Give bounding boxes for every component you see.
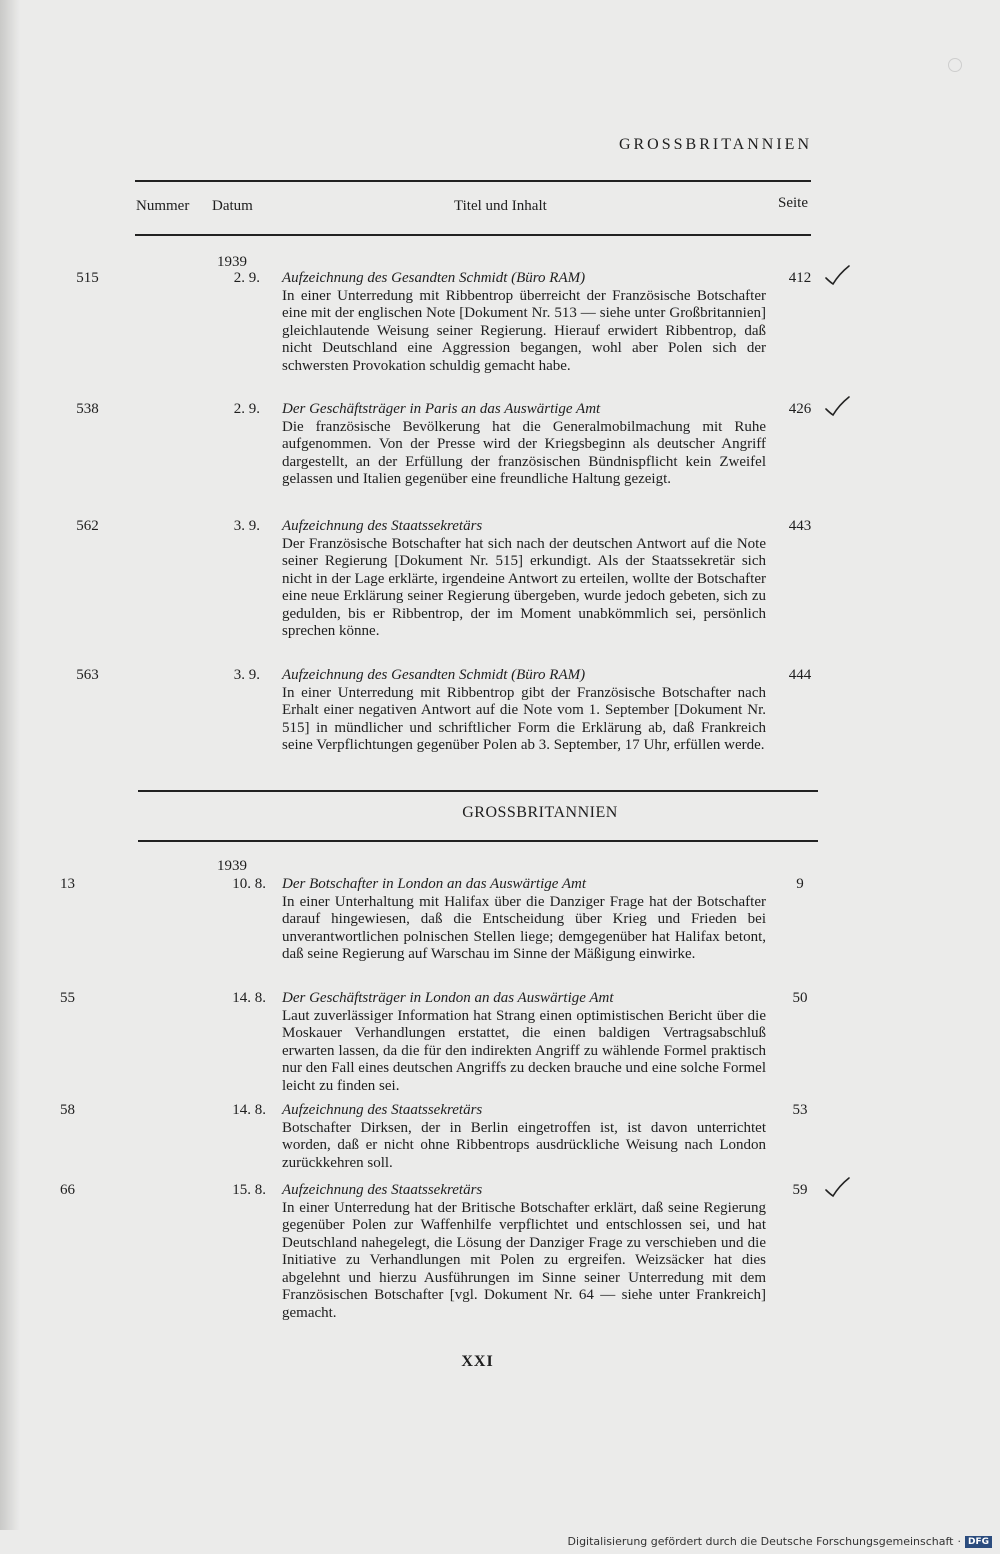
entry-summary: In einer Unterhaltung mit Halifax über die Danziger Frage hat der Botschafter darauf hingewiesen, daß die Entscheidung über Krieg und Frieden bei unverantwortlichen polnischen Stellen liege; demgegenüber hat Halifax betont, daß seine Regierung auf Warschau im Sinne der Mäßigung einwirke. (282, 893, 766, 962)
entry-number: 515 (76, 270, 99, 286)
entry-title: Aufzeichnung des Gesandten Schmidt (Büro RAM) (282, 667, 586, 683)
dfg-logo-icon: DFG (965, 1536, 992, 1548)
entry-title: Der Geschäftsträger in London an das Auswärtige Amt (282, 990, 614, 1006)
entry-title: Der Geschäftsträger in Paris an das Auswärtige Amt (282, 401, 601, 417)
page-speck (948, 58, 962, 72)
entry-summary: In einer Unterredung hat der Britische Botschafter erklärt, daß seine Regierung gegenüber Polen zur Waffenhilfe verpflichtet und entschlossen sei, und hat Deutschland nahegelegt, die Lösung der Danziger Frage zu verschieben und die Initiative zu Verhandlungen mit Polen zu ergreifen. Weizsäcker hat dies abgelehnt und hierzu Ausführungen im Sinne seiner Unterredung mit dem Französischen Botschafter [vgl. Dokument Nr. 64 — siehe unter Frankreich] gemacht. (282, 1199, 766, 1321)
entry-page: 426 (788, 401, 812, 417)
entry-body (282, 876, 766, 964)
entry-number: 13 (60, 876, 75, 892)
entry-page: 50 (792, 990, 808, 1006)
entry-number: 55 (60, 990, 75, 1006)
header-rule-bottom (135, 234, 811, 236)
entry-date: 3. 9. (233, 518, 260, 534)
entry-title: Aufzeichnung des Staatssekretärs (282, 1102, 483, 1118)
entry-title: Aufzeichnung des Staatssekretärs (282, 518, 483, 534)
col-head-date: Datum (212, 198, 253, 214)
entry-body (282, 518, 766, 641)
col-head-page: Seite (778, 195, 808, 211)
footer-text: Digitalisierung gefördert durch die Deutsche Forschungsgemeinschaft (567, 1535, 954, 1548)
entry-body (282, 990, 766, 1095)
section-rule-bottom (138, 840, 818, 842)
page-folio: XXI (461, 1353, 494, 1370)
entry-body (282, 1182, 766, 1322)
entry-date: 14. 8. (232, 1102, 266, 1118)
section1-year: 1939 (217, 254, 247, 270)
entry-title: Aufzeichnung des Staatssekretärs (282, 1182, 483, 1198)
entry-page: 444 (788, 667, 812, 683)
entry-body (282, 270, 766, 375)
entry-body (282, 667, 766, 755)
entry-number: 66 (60, 1182, 75, 1198)
entry-summary: Laut zuverlässiger Information hat Strang einen optimistischen Bericht über die Moskauer Verhandlungen erstattet, die einen baldigen Vertragsabschluß erwarten lassen, da die für den indirekten Angriff zu wählende Formel praktisch nur den Fall eines deutschen Angriffs zu decken brauche und eine solche Formel leicht zu finden sei. (282, 1007, 766, 1094)
checkmark-icon (824, 1176, 850, 1198)
entry-title: Der Botschafter in London an das Auswärtige Amt (282, 876, 587, 892)
dfg-footer (568, 1535, 992, 1548)
entry-date: 3. 9. (233, 667, 260, 683)
entry-date: 2. 9. (233, 401, 260, 417)
entry-page: 59 (792, 1182, 808, 1198)
entry-number: 58 (60, 1102, 75, 1118)
entry-page: 53 (792, 1102, 808, 1118)
section2-year: 1939 (217, 858, 247, 874)
entry-number: 538 (76, 401, 99, 417)
checkmark-icon (824, 395, 850, 417)
entry-date: 10. 8. (232, 876, 266, 892)
entry-number: 563 (76, 667, 99, 683)
entry-summary: Botschafter Dirksen, der in Berlin eingetroffen ist, ist davon unterrichtet worden, daß er nicht ohne Ribbentrops ausdrückliche Weisung nach London zurückkehren soll. (282, 1119, 766, 1171)
entry-summary: In einer Unterredung mit Ribbentrop gibt der Französische Botschafter nach Erhalt einer negativen Antwort auf die Note vom 1. September [Dokument Nr. 515] in mündlicher und schriftlicher Form die Erklärung ab, daß Frankreich seine Verpflichtungen gegenüber Polen ab 3. September, 17 Uhr, erfüllen werde. (282, 684, 766, 753)
entry-number: 562 (76, 518, 99, 534)
entry-title: Aufzeichnung des Gesandten Schmidt (Büro RAM) (282, 270, 586, 286)
section2-heading: GROSSBRITANNIEN (462, 804, 618, 821)
footer-separator: · (957, 1535, 961, 1548)
entry-date: 2. 9. (233, 270, 260, 286)
entry-date: 14. 8. (232, 990, 266, 1006)
page-edge-shadow (0, 0, 20, 1530)
entry-summary: Die französische Bevölkerung hat die Generalmobilmachung mit Ruhe aufgenommen. Von der Presse wird der Kriegsbeginn als deutscher Angriff dargestellt, an der Erfüllung der französischen Bündnispflicht kein Zweifel gelassen und Italien gegenüber eine freundliche Haltung gezeigt. (282, 418, 766, 487)
entry-summary: Der Französische Botschafter hat sich nach der deutschen Antwort auf die Note seiner Regierung [Dokument Nr. 515] erkundigt. Als der Staatssekretär sich nicht in der Lage erklärte, irgendeine Antwort zu erteilen, wollte der Botschafter eine neue Erklärung seiner Regierung übergeben, wurde jedoch gebeten, sich zu gedulden, bis er Ribbentrop, der im Moment unabkömmlich sei, persönlich sprechen könne. (282, 535, 766, 639)
entry-page: 412 (788, 270, 812, 286)
entry-summary: In einer Unterredung mit Ribbentrop überreicht der Französische Botschafter eine mit der englischen Note [Dokument Nr. 513 — siehe unter Großbritannien] gleichlautende Weisung seiner Regierung. Hierauf erwidert Ribbentrop, daß nicht Deutschland eine Aggression begangen, wohl aber Polen sich der schwersten Provokation schuldig gemacht habe. (282, 287, 766, 374)
header-rule-top (135, 180, 811, 182)
checkmark-icon (824, 264, 850, 286)
entry-page: 9 (796, 876, 804, 892)
running-head: GROSSBRITANNIEN (618, 136, 812, 153)
col-head-title: Titel und Inhalt (454, 198, 547, 214)
entry-date: 15. 8. (232, 1182, 266, 1198)
entry-body (282, 401, 766, 489)
col-head-number: Nummer (136, 198, 190, 214)
entry-page: 443 (788, 518, 812, 534)
section-rule-top (138, 790, 818, 792)
entry-body (282, 1102, 766, 1172)
